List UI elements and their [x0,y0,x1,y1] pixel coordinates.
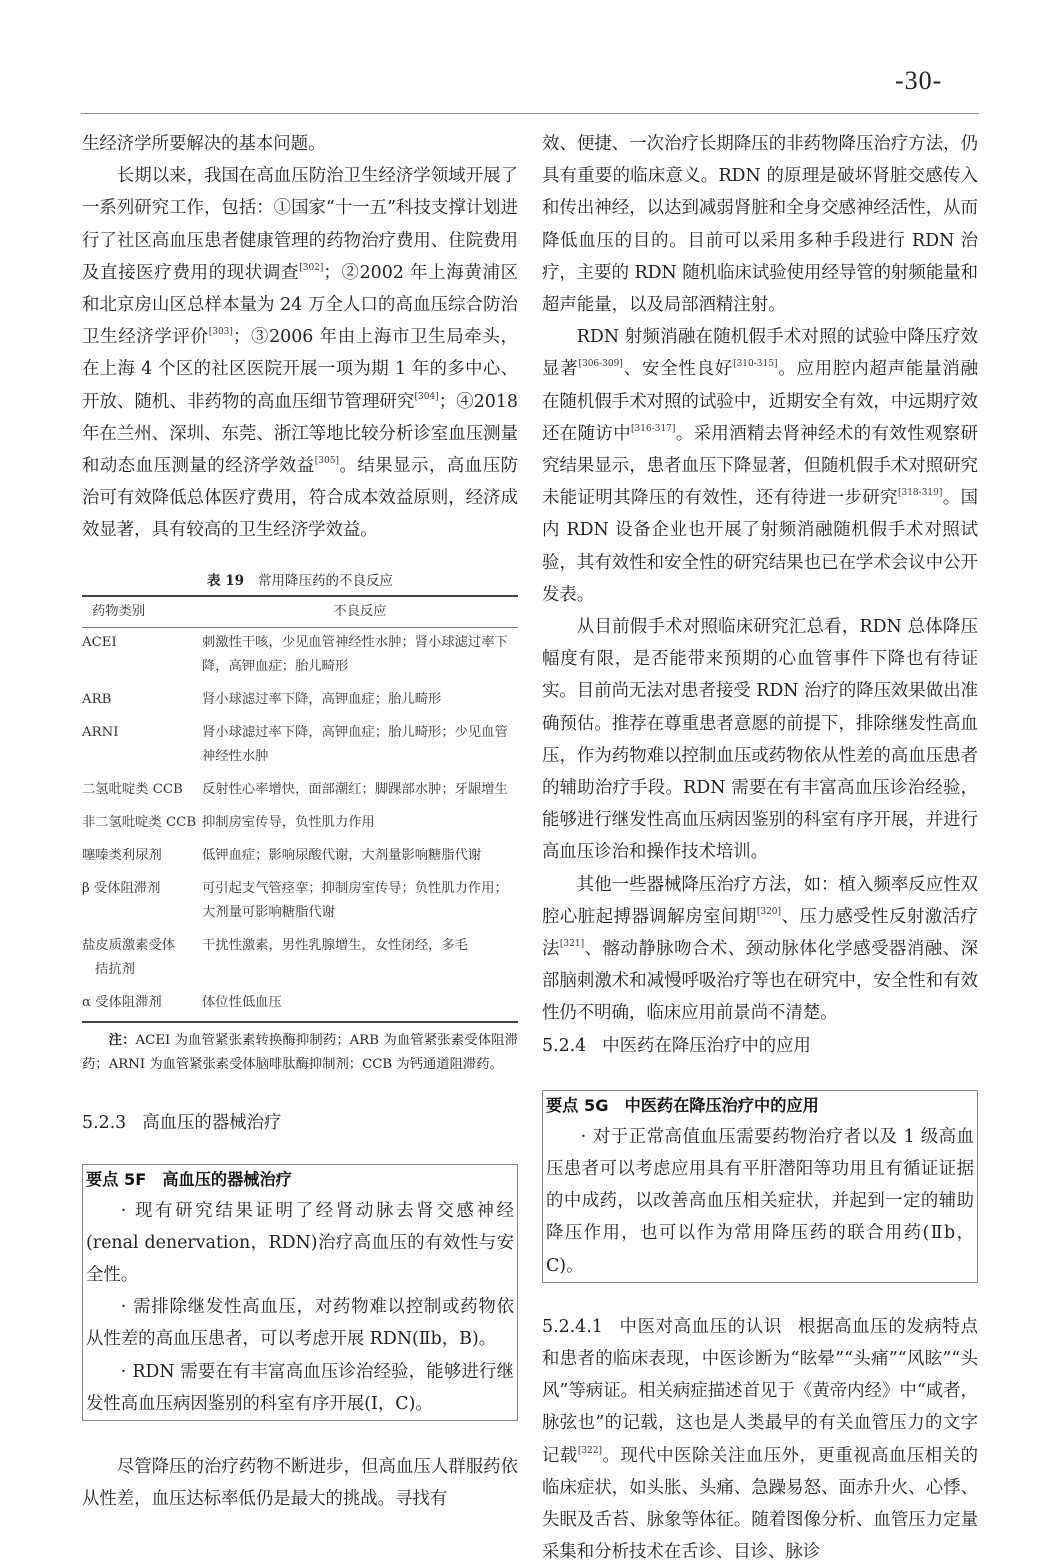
citation-ref: [304] [414,391,439,402]
drug-class: α 受体阻滞剂 [82,994,162,1010]
drug-class-cell [82,627,202,685]
adverse-effects-cell: 刺激性干咳，少见血管神经性水肿；肾小球滤过率下降，高钾血症；胎儿畸形 [202,634,508,674]
bullet-icon: · [120,1297,127,1318]
paragraph-other-devices [542,869,978,1030]
column-header-adverse-effects: 不良反应 [333,603,387,619]
text-segment: 。采用酒精去肾神经术的有效性观察研究结果显示，患者血压下降显著，但随机假手术对照研究未能证明其降压的有效性，还有待进一步研究 [542,423,978,509]
text-segment: 其他一些器械降压治疗方法，如：植入频率反应性双腔心脏起搏器调解房室间期 [542,874,978,927]
citation-ref: [305] [314,456,339,467]
citation-ref: [316-317] [631,423,676,434]
drug-class: 盐皮质激素受体 [82,937,176,953]
table-row [82,874,518,931]
right-column [542,128,978,1568]
table-row [82,685,518,718]
table-header-row [82,596,518,628]
key-point-item [86,1356,514,1420]
drug-class-cell [82,874,202,931]
key-point-item [86,1291,514,1355]
left-column [82,128,518,1515]
text-segment: ；②2002 年上海黄浦区和北京房山区总样本量为 24 万全人口的高血压综合防治卫生经济学评价 [82,262,518,348]
table-number: 表 19 [207,572,244,589]
key-point-heading: 中医药在降压治疗中的应用 [624,1095,819,1115]
text-segment: 根据高血压的发病特点和患者的临床表现，中医诊断为“眩晕”“头痛”“风眩”“头风”等病证。相关病症描述首见于《黄帝内经》中“咸者，脉弦也”的记载，这也是人类最早的有关血管压力的文字记载 [542,1316,978,1466]
adverse-effects-cell: 肾小球滤过率下降，高钾血症；胎儿畸形 [202,691,442,707]
text-segment: ；④2018 年在兰州、深圳、东莞、浙江等地比较分析诊室血压测量和动态血压测量的经济学效益 [82,391,518,477]
paragraph-rdn-trials [542,321,978,611]
drug-class-cell [82,685,202,718]
text-segment: 。结果显示，高血压防治可有效降低总体医疗费用，符合成本效益原则，经济成效显著，具有较高的卫生经济学效益。 [82,456,518,541]
drug-class-cell [82,718,202,775]
section-heading-5-2-4 [542,1030,978,1062]
text-segment: 。国内 RDN 设备企业也开展了射频消融随机假手术对照试验，其有效性和安全性的研究结果也已在学术会议中公开发表。 [542,488,978,605]
citation-ref: [302] [299,262,324,273]
key-point-title [86,1165,514,1195]
bullet-icon: · [580,1126,587,1147]
key-point-item [546,1121,974,1282]
key-point-box-5g [542,1090,978,1283]
drug-class-cell [82,775,202,808]
adverse-effects-table [82,595,518,1023]
key-point-text: 需排除继发性高血压，对药物难以控制或药物依从性差的高血压患者，可以考虑开展 RDN(Ⅱb，B)。 [86,1297,514,1350]
drug-class: ARNI [82,724,119,740]
subsection-body [542,1317,978,1562]
text-segment: ；③2006 年由上海市卫生局牵头，在上海 4 个区的社区医院开展一项为期 1 年的多中心、开放、随机、非药物的高血压细节管理研究 [82,327,518,412]
subsection-number: 5.2.4.1 [542,1316,603,1337]
table-title: 常用降压药的不良反应 [258,572,393,589]
paragraph-adherence: 尽管降压的治疗药物不断进步，但高血压人群服药依从性差，血压达标率低仍是最大的挑战。寻找有 [82,1457,518,1510]
bullet-icon: · [120,1200,127,1221]
adverse-effects-cell: 肾小球滤过率下降，高钾血症；胎儿畸形；少见血管神经性水肿 [202,724,508,764]
section-title: 中医药在降压治疗中的应用 [602,1035,811,1056]
paragraph-continuation: 生经济学所要解决的基本问题。 [82,134,326,154]
key-point-title [546,1091,974,1121]
table-row [82,988,518,1022]
text-segment: 。现代中医除关注血压外，更重视高血压相关的临床症状，如头胀、头痛、急躁易怒、面赤升火、心悸、失眠及舌苔、脉象等体征。随着图像分析、血管压力定量采集和分析技术在舌诊、目诊、脉诊 [542,1445,978,1563]
table-caption [82,569,518,589]
table-note-text: ACEI 为血管紧张素转换酶抑制药；ARB 为血管紧张素受体阻滞药；ARNI 为血管紧张素受体脑啡肽酶抑制剂；CCB 为钙通道阻滞药。 [82,1032,519,1072]
key-point-code: 要点 5G [546,1095,609,1115]
column-header-drug-class: 药物类别 [92,603,146,619]
section-title: 高血压的器械治疗 [142,1112,282,1133]
drug-class-cell [82,808,202,841]
table-row [82,931,518,988]
section-number: 5.2.4 [542,1035,587,1056]
drug-class: 二氢吡啶类 CCB [82,781,183,797]
subsection-title: 中医对高血压的认识 [618,1316,783,1337]
text-segment: 长期以来，我国在高血压防治卫生经济学领域开展了一系列研究工作，包括：①国家“十一五”科技支撑计划进行了社区高血压患者健康管理的药物治疗费用、住院费用及直接医疗费用的现状调查 [82,166,518,283]
drug-class-cell [82,988,202,1022]
text-segment: RDN 射频消融在随机假手术对照的试验中降压疗效显著 [542,327,978,380]
key-point-code: 要点 5F [86,1169,147,1189]
section-heading-5-2-3 [82,1107,518,1139]
text-segment: 、髂动静脉吻合术、颈动脉体化学感受器消融、深部脑刺激术和减慢呼吸治疗等也在研究中，安全性和有效性仍不明确，临床应用前景尚不清楚。 [542,939,978,1024]
adverse-effects-cell: 低钾血症；影响尿酸代谢，大剂量影响糖脂代谢 [202,847,482,863]
adverse-effects-cell: 可引起支气管痉挛；抑制房室传导；负性肌力作用；大剂量可影响糖脂代谢 [202,880,508,920]
text-segment: 、压力感受性反射激活疗法 [542,906,978,960]
key-point-heading: 高血压的器械治疗 [162,1169,292,1189]
bullet-icon: · [120,1361,127,1382]
paragraph-research-history [82,160,518,546]
key-point-text: RDN 需要在有丰富高血压诊治经验，能够进行继发性高血压病因鉴别的科室有序开展(Ⅰ，C)。 [86,1361,514,1414]
page-number: -30- [895,66,943,95]
table-row [82,841,518,874]
citation-ref: [318-319] [897,488,943,499]
adverse-effects-cell: 反射性心率增快，面部潮红；脚踝部水肿；牙龈增生 [202,781,508,797]
paragraph-tcm-understanding [542,1311,978,1568]
table-row [82,808,518,841]
key-point-text: 对于正常高值血压需要药物治疗者以及 1 级高血压患者可以考虑应用具有平肝潜阳等功用且有循证证据的中成药，以改善高血压相关症状，并起到一定的辅助降压作用，也可以作为常用降压药的联合用药(Ⅱb，C)。 [546,1126,974,1276]
drug-class: ACEI [82,634,117,650]
paragraph-rdn-summary: 从目前假手术对照临床研究汇总看，RDN 总体降压幅度有限，是否能带来预期的心血管事件下降也有待证实。目前尚无法对患者接受 RDN 治疗的降压效果做出准确预估。推荐在尊重患者意愿的前提下，排除继发性高血压，作为药物难以控制血压或药物依从性差的高血压患者的辅助治疗手段。RDN 需要在有丰富高血压诊治经验，能够进行继发性高血压病因鉴别的科室有序开展，并进行高血压诊治和操作技术培训。 [542,617,978,863]
header-rule [81,113,979,114]
table-note-label: 注： [108,1032,136,1048]
drug-class: ARB [82,691,112,707]
paragraph-rdn-principle: 效、便捷、一次治疗长期降压的非药物降压治疗方法，仍具有重要的临床意义。RDN 的原理是破坏肾脏交感传入和传出神经，以达到减弱肾脏和全身交感神经活性，从而降低血压的目的。目前可以采用多种手段进行 RDN 治疗，主要的 RDN 随机临床试验使用经导管的射频能量和超声能量，以及局部酒精注射。 [542,134,978,316]
text-segment: 。应用腔内超声能量消融在随机假手术对照的试验中，近期安全有效，中远期疗效还在随访中 [542,359,978,444]
table-row [82,718,518,775]
drug-class: 噻嗪类利尿剂 [82,847,162,863]
citation-ref: [306-309] [578,359,623,370]
citation-ref: [322] [577,1445,603,1456]
citation-ref: [321] [559,939,585,950]
drug-class-cell [82,931,202,988]
table-note [82,1029,518,1077]
citation-ref: [310-315] [733,359,778,370]
table-row [82,775,518,808]
text-segment: 、安全性良好 [622,359,734,380]
drug-class: 非二氢吡啶类 CCB [82,814,197,830]
citation-ref: [303] [208,327,233,338]
adverse-effects-cell: 体位性低血压 [202,994,282,1010]
drug-class-cell [82,841,202,874]
adverse-effects-cell: 干扰性激素，男性乳腺增生，女性闭经，多毛 [202,937,468,953]
adverse-effects-cell: 抑制房室传导，负性肌力作用 [202,814,375,830]
key-point-text: 现有研究结果证明了经肾动脉去肾交感神经(renal denervation，RDN)治疗高血压的有效性与安全性。 [86,1200,514,1286]
drug-class: β 受体阻滞剂 [82,880,161,896]
key-point-box-5f [82,1164,518,1421]
drug-class-continued: 拮抗剂 [95,961,135,977]
key-point-item [86,1195,514,1292]
citation-ref: [320] [756,906,782,917]
section-number: 5.2.3 [82,1112,127,1133]
table-row [82,627,518,685]
